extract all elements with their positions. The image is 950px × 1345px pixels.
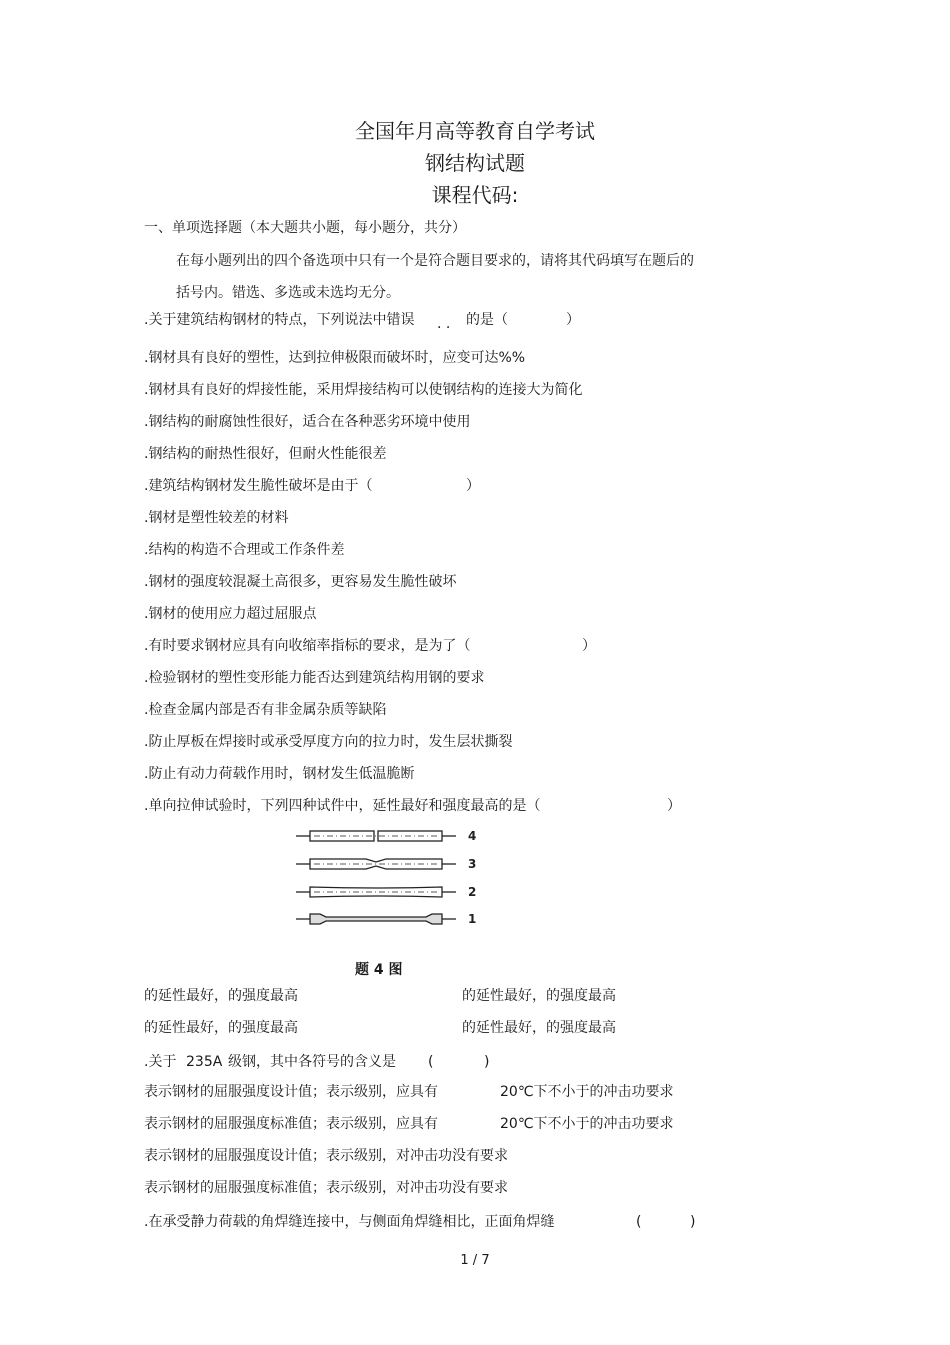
option-d: .钢结构的耐热性很好，但耐火性能很差 [144, 446, 387, 462]
question-stem-start: .关于 [144, 1054, 177, 1070]
option-a: .钢材具有良好的塑性，达到拉伸极限而破坏时，应变可达%% [144, 350, 526, 366]
option-c: .防止厚板在焊接时或承受厚度方向的拉力时，发生层状撕裂 [144, 734, 513, 750]
answer-paren-open: ( [428, 1054, 434, 1070]
specimen-label-1: 1 [468, 912, 477, 926]
exam-title: 全国年月高等教育自学考试 [355, 119, 595, 143]
option-d: .钢材的使用应力超过屈服点 [144, 606, 317, 622]
answer-paren-open: ( [636, 1214, 642, 1230]
emphasis-dots: · · [437, 320, 451, 336]
tensile-specimens-figure [292, 826, 492, 934]
answer-paren-close: ） [582, 638, 596, 654]
option-b: .结构的构造不合理或工作条件差 [144, 542, 345, 558]
option-a: 表示钢材的屈服强度设计值；表示级别，应具有 [144, 1084, 438, 1100]
specimen-4 [296, 831, 456, 841]
page-number: 1 / 7 [460, 1253, 490, 1268]
instructions-line-2: 括号内。错选、多选或未选均无分。 [176, 285, 400, 301]
steel-grade: 235A [186, 1054, 223, 1070]
specimen-label-3: 3 [468, 857, 477, 871]
question-stem: .有时要求钢材应具有向收缩率指标的要求，是为了（ [144, 638, 471, 654]
question-stem: .关于建筑结构钢材的特点，下列说法中错误 [144, 312, 415, 328]
specimen-3 [296, 859, 456, 869]
option-c: 表示钢材的屈服强度设计值；表示级别，对冲击功没有要求 [144, 1148, 508, 1164]
specimen-2 [296, 887, 456, 897]
answer-paren-close: ) [690, 1214, 696, 1230]
option-d: .防止有动力荷载作用时，钢材发生低温脆断 [144, 766, 415, 782]
answer-paren-close: ） [466, 478, 480, 494]
question-stem: .建筑结构钢材发生脆性破坏是由于（ [144, 478, 373, 494]
option-a: .钢材是塑性较差的材料 [144, 510, 289, 526]
instructions-line-1: 在每小题列出的四个备选项中只有一个是符合题目要求的，请将其代码填写在题后的 [176, 253, 694, 269]
option-d: 表示钢材的屈服强度标准值；表示级别，对冲击功没有要求 [144, 1180, 508, 1196]
answer-paren-close: ) [484, 1054, 490, 1070]
question-stem-end: 级钢，其中各符号的含义是 [228, 1054, 396, 1070]
option-b: .检查金属内部是否有非金属杂质等缺陷 [144, 702, 387, 718]
exam-subtitle: 钢结构试题 [425, 151, 525, 175]
option-c: 的延性最好，的强度最高 [144, 1020, 298, 1036]
answer-paren-close: ） [566, 312, 580, 328]
answer-paren-close: ） [667, 798, 681, 814]
question-stem: .单向拉伸试验时，下列四种试件中，延性最好和强度最高的是（ [144, 798, 541, 814]
course-code: 课程代码: [431, 183, 519, 207]
question-stem-end: 的是（ [466, 312, 508, 328]
option-a-temperature: 20℃下不小于的冲击功要求 [500, 1084, 674, 1100]
specimen-label-2: 2 [468, 885, 477, 899]
specimen-1 [296, 914, 456, 924]
specimen-label-4: 4 [468, 829, 477, 843]
option-a: 的延性最好，的强度最高 [144, 988, 298, 1004]
option-a: .检验钢材的塑性变形能力能否达到建筑结构用钢的要求 [144, 670, 485, 686]
option-c: .钢结构的耐腐蚀性很好，适合在各种恶劣环境中使用 [144, 414, 471, 430]
option-b: 表示钢材的屈服强度标准值；表示级别，应具有 [144, 1116, 438, 1132]
option-b: 的延性最好，的强度最高 [462, 988, 616, 1004]
option-b: .钢材具有良好的焊接性能，采用焊接结构可以使钢结构的连接大为简化 [144, 382, 583, 398]
question-stem: .在承受静力荷载的角焊缝连接中，与侧面角焊缝相比，正面角焊缝 [144, 1214, 555, 1230]
option-b-temperature: 20℃下不小于的冲击功要求 [500, 1116, 674, 1132]
option-d: 的延性最好，的强度最高 [462, 1020, 616, 1036]
option-c: .钢材的强度较混凝土高很多，更容易发生脆性破坏 [144, 574, 457, 590]
section-heading: 一、单项选择题（本大题共小题，每小题分，共分） [144, 220, 466, 236]
figure-caption: 题 4 图 [355, 962, 403, 978]
